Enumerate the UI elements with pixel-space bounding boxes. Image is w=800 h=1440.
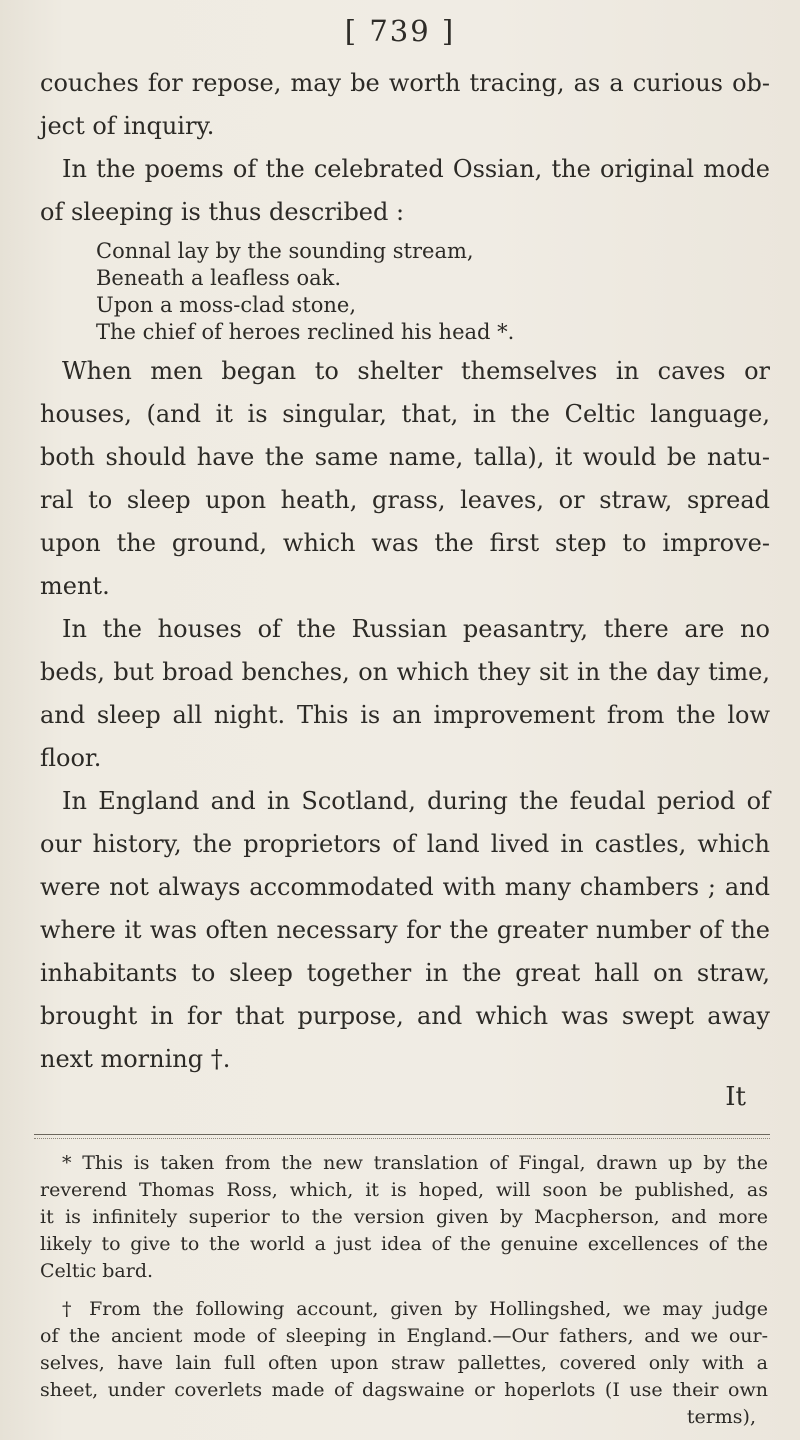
text-line: couches for repose, may be worth tracing, as a curious ob-	[40, 69, 770, 97]
text-line: In the houses of the Russian peasantry, there are no	[62, 615, 770, 643]
footnote-line: selves, have lain full often upon straw pallettes, covered only with a	[40, 1352, 768, 1374]
page-number: [ 739 ]	[344, 14, 456, 48]
text-line: were not always accommodated with many chambers ; and	[40, 873, 770, 901]
text-line: ral to sleep upon heath, grass, leaves, or straw, spread	[40, 486, 770, 514]
text-line: both should have the same name, talla), it would be natu-	[40, 443, 770, 471]
footnote-line: it is infinitely superior to the version given by Macpherson, and more	[40, 1206, 768, 1228]
text-line: houses, (and it is singular, that, in the Celtic language,	[40, 400, 770, 428]
text-line: In England and in Scotland, during the feudal period of	[62, 787, 770, 815]
footnote-line: sheet, under coverlets made of dagswaine or hoperlots (I use their own	[40, 1379, 768, 1401]
text-line: brought in for that purpose, and which was swept away	[40, 1002, 770, 1030]
footnote-line: likely to give to the world a just idea of the genuine excellences of the	[40, 1233, 768, 1255]
paragraph-russian	[40, 608, 770, 780]
paragraph-ossian	[40, 148, 770, 234]
verse-line: The chief of heroes reclined his head *.	[96, 320, 515, 344]
verse-line: Beneath a leafless oak.	[96, 266, 342, 290]
text-line: When men began to shelter themselves in caves or	[62, 357, 770, 385]
footnote-line: † From the following account, given by Hollingshed, we may judge	[62, 1298, 768, 1320]
text-line: our history, the proprietors of land lived in castles, which	[40, 830, 770, 858]
footnote-line: Celtic bard.	[40, 1260, 154, 1282]
text-line: In the poems of the celebrated Ossian, the original mode	[62, 155, 770, 183]
catchword: It	[725, 1082, 746, 1112]
footnote-ross	[40, 1150, 768, 1285]
footnote-line: reverend Thomas Ross, which, it is hoped, will soon be published, as	[40, 1179, 768, 1201]
text-line: inhabitants to sleep together in the great hall on straw,	[40, 959, 770, 987]
footnote-rule-secondary	[34, 1138, 770, 1139]
paragraph-continuation	[40, 62, 770, 148]
footnote-line: of the ancient mode of sleeping in England.—Our fathers, and we our-	[40, 1325, 768, 1347]
verse-line: Upon a moss-clad stone,	[96, 293, 356, 317]
footnote-line: * This is taken from the new translation of Fingal, drawn up by the	[62, 1152, 768, 1174]
text-line: beds, but broad benches, on which they sit in the day time,	[40, 658, 770, 686]
text-line: and sleep all night. This is an improvement from the low	[40, 701, 770, 729]
text-line: of sleeping is thus described :	[40, 198, 405, 226]
paragraph-caves	[40, 350, 770, 608]
paragraph-england	[40, 780, 770, 1081]
text-line: where it was often necessary for the greater number of the	[40, 916, 770, 944]
text-line: next morning †.	[40, 1045, 231, 1073]
verse-line: Connal lay by the sounding stream,	[96, 239, 474, 263]
footnote-hollingshed	[40, 1296, 768, 1431]
verse-quotation	[96, 238, 696, 346]
text-line: upon the ground, which was the first step to improve-	[40, 529, 770, 557]
text-line: ment.	[40, 572, 110, 600]
text-line: ject of inquiry.	[40, 112, 215, 140]
text-line: floor.	[40, 744, 102, 772]
footnote-rule	[34, 1134, 770, 1135]
footnote-line: terms),	[686, 1406, 756, 1428]
